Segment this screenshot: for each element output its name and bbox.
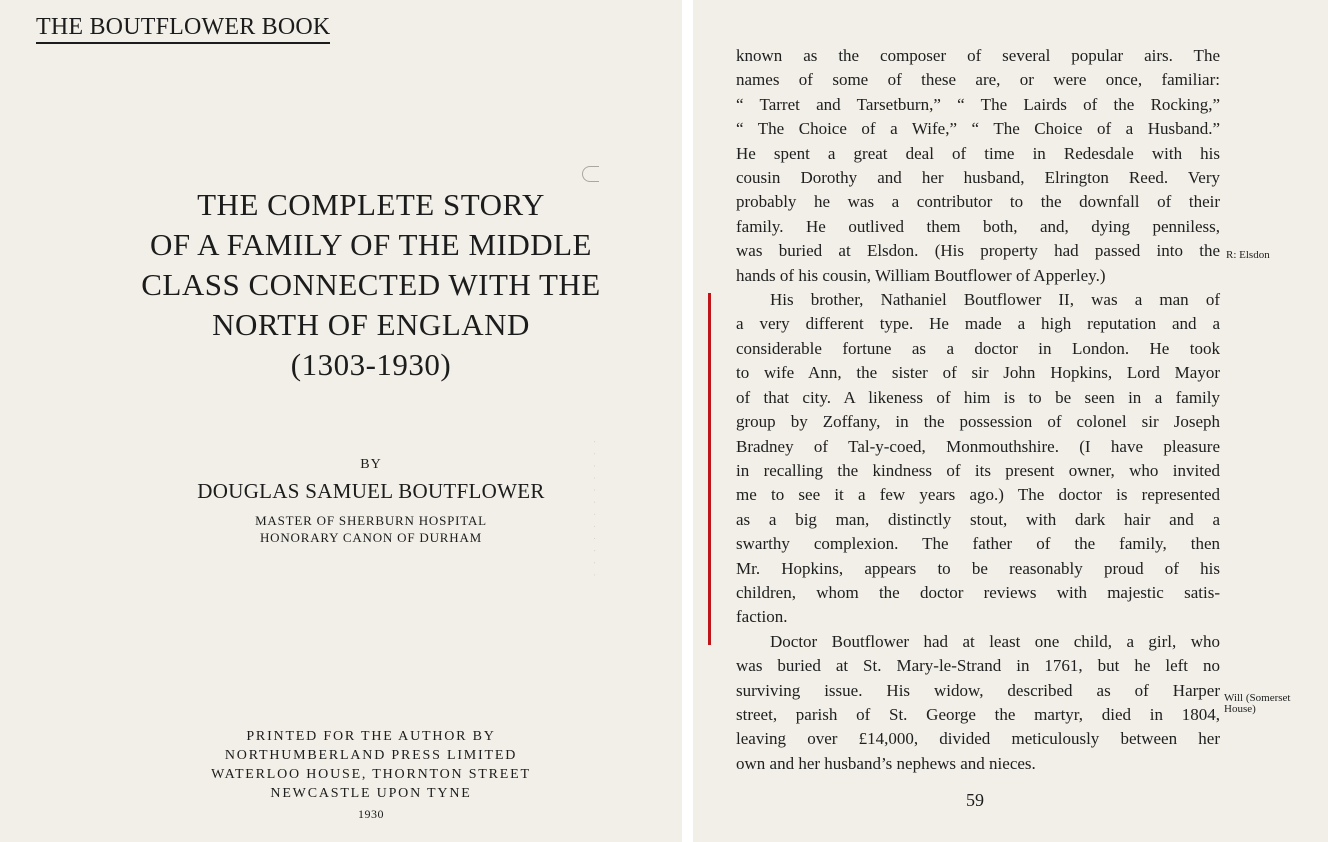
text-line: was buried at St. Mary-le-Strand in 1761, but he left no [736,656,1220,676]
margin-note-will: Will (Somerset House) [1224,692,1291,715]
text-line: He spent a great deal of time in Redesdale with his [736,143,1220,163]
text-line: swarthy complexion. The father of the family, then [736,534,1220,554]
text-line: “ The Choice of a Wife,” “ The Choice of a Husband.” [736,119,1220,139]
text-line: as a big man, distinctly stout, with dark hair and a [736,509,1220,529]
imprint-line: PRINTED FOR THE AUTHOR BY [246,729,496,744]
credential-line: HONORARY CANON OF DURHAM [259,530,483,545]
by-label: BY [360,457,382,472]
margin-note-elsdon: R: Elsdon [1226,249,1270,261]
text-line: “ Tarret and Tarsetburn,” “ The Lairds of the Rocking,” [736,94,1220,114]
text-line: own and her husband’s nephews and nieces. [736,753,1036,773]
text-line: was buried at Elsdon. (His property had passed into the [736,241,1220,261]
text-line: in recalling the kindness of its present owner, who invited [736,460,1220,480]
body-text [736,44,1220,776]
title-line: CLASS CONNECTED WITH THE [141,267,601,302]
text-line: His brother, Nathaniel Boutflower II, was a man of [770,290,1220,310]
text-line: surviving issue. His widow, described as of Harper [736,680,1220,700]
text-line: to wife Ann, the sister of sir John Hopkins, Lord Mayor [736,363,1220,383]
text-line: cousin Dorothy and her husband, Elrington Reed. Very [736,168,1220,188]
book-title [0,185,742,385]
text-line: Bradney of Tal-y-coed, Monmouthshire. (I have pleasure [736,436,1220,456]
text-line: children, whom the doctor reviews with majestic satis- [736,582,1220,602]
text-line: known as the composer of several popular airs. The [736,46,1220,65]
text-line: names of some of these are, or were once, familiar: [736,70,1220,90]
library-stamp: · · · · · · · · · · · · [589,440,600,580]
title-line: THE COMPLETE STORY [197,187,545,222]
paragraph-3 [736,630,1220,776]
running-head: THE BOUTFLOWER BOOK [36,14,330,44]
text-line: group by Zoffany, in the possession of colonel sir Joseph [736,412,1220,432]
imprint-line: NORTHUMBERLAND PRESS LIMITED [224,748,518,763]
author-credentials [0,512,742,546]
imprint [0,727,742,824]
highlight-bar [708,293,711,645]
text-line: Doctor Boutflower had at least one child, a girl, who [770,631,1220,651]
text-line: a very different type. He made a high reputation and a [736,314,1220,334]
text-line: of that city. A likeness of him is to be seen in a family [736,387,1220,407]
credential-line: MASTER OF SHERBURN HOSPITAL [255,513,487,528]
text-line: me to see it a few years ago.) The doctor is represented [736,485,1220,505]
imprint-line: NEWCASTLE UPON TYNE [270,786,472,801]
text-line: leaving over £14,000, divided meticulously between her [736,729,1220,749]
title-line: NORTH OF ENGLAND [212,307,530,342]
title-line: OF A FAMILY OF THE MIDDLE [150,227,592,262]
text-line: probably he was a contributor to the downfall of their [736,192,1220,212]
text-line: street, parish of St. George the martyr, died in 1804, [736,704,1220,724]
paragraph-1 [736,44,1220,288]
text-line: faction. [736,607,788,627]
imprint-line: WATERLOO HOUSE, THORNTON STREET [211,767,531,782]
author-name: DOUGLAS SAMUEL BOUTFLOWER [197,479,545,503]
text-line: considerable fortune as a doctor in London. He took [736,338,1220,358]
paragraph-2 [736,288,1220,630]
publication-year: 1930 [358,807,384,821]
pencil-mark [582,166,599,182]
text-line: family. He outlived them both, and, dying penniless, [736,216,1220,236]
text-line: hands of his cousin, William Boutflower of Apperley.) [736,265,1106,285]
title-line: (1303-1930) [290,347,452,382]
page-number: 59 [966,790,984,810]
text-line: Mr. Hopkins, appears to be reasonably proud of his [736,558,1220,578]
